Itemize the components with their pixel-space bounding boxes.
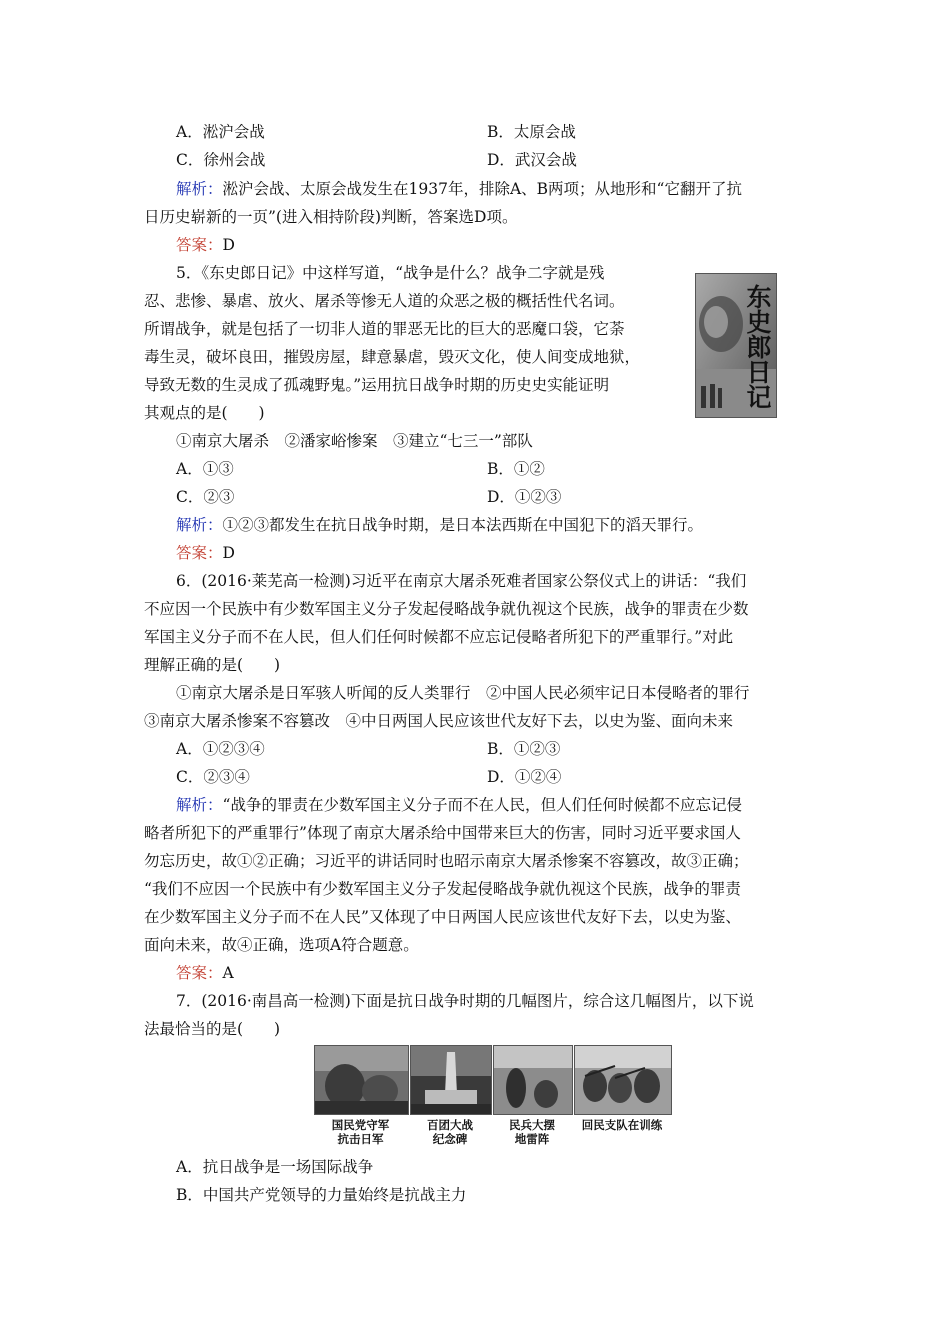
- q5-stem-line: 所谓战争，就是包括了一切非人道的罪恶无比的巨大的恶魔口袋，它荼: [144, 320, 625, 338]
- q6-analysis-line: 勿忘历史，故①②正确；习近平的讲话同时也昭示南京大屠杀惨案不容篡改，故③正确；: [144, 852, 749, 870]
- q6-analysis-line: 解析：“战争的罪责在少数军国主义分子而不在人民，但人们任何时候都不应忘记侵: [176, 796, 742, 814]
- q6-stem-line: 不应因一个民族中有少数军国主义分子发起侵略战争就仇视这个民族，战争的罪责在少数: [144, 600, 749, 618]
- photo-caption: 回民支队在训练: [581, 1118, 663, 1132]
- q6-option-d: D．①②④: [487, 768, 562, 786]
- photo-art: [411, 1046, 491, 1114]
- q5-option-a: A．①③: [176, 460, 234, 478]
- q7-option-a: A．抗日战争是一场国际战争: [176, 1158, 374, 1176]
- photo-caption: 民兵大摆 地雷阵: [509, 1118, 555, 1146]
- q5-stem-line: 毒生灵，破坏良田，摧毁房屋，肆意暴虐，毁灭文化，使人间变成地狱，: [144, 348, 641, 366]
- q4-option-d: D．武汉会战: [487, 151, 577, 169]
- q6-analysis-line: 面向未来，故④正确，选项A符合题意。: [144, 936, 419, 954]
- q4-answer: 答案：D: [176, 236, 235, 254]
- q4-analysis-line: 解析：淞沪会战、太原会战发生在1937年，排除A、B两项；从地形和“它翻开了抗: [176, 180, 742, 198]
- q6-stem-line: 6．(2016·莱芜高一检测)习近平在南京大屠杀死难者国家公祭仪式上的讲话：“我们: [176, 572, 747, 590]
- q6-option-b: B．①②③: [487, 740, 561, 758]
- answer-label: 答案：: [176, 236, 223, 254]
- book-title: 东史郎日记: [743, 284, 772, 409]
- q5-answer: 答案：D: [176, 544, 235, 562]
- q5-stem-line: 导致无数的生灵成了孤魂野鬼。”运用抗日战争时期的历史史实能证明: [144, 376, 610, 394]
- q6-analysis-line: 略者所犯下的严重罪行”体现了南京大屠杀给中国带来巨大的伤害，同时习近平要求国人: [144, 824, 741, 842]
- q6-items-line: ③南京大屠杀惨案不容篡改 ④中日两国人民应该世代友好下去，以史为鉴、面向未来: [144, 712, 734, 730]
- photo-militia: [493, 1045, 573, 1115]
- q7-option-b: B．中国共产党领导的力量始终是抗战主力: [176, 1186, 467, 1204]
- q5-stem-line: 其观点的是( ): [144, 404, 265, 422]
- photo-art: [315, 1046, 408, 1114]
- q5-stem-line: 忍、悲惨、暴虐、放火、屠杀等惨无人道的众恶之极的概括性代名词。: [144, 292, 625, 310]
- photo-monument: [410, 1045, 492, 1115]
- q4-option-a: A．淞沪会战: [176, 123, 265, 141]
- q6-option-c: C．②③④: [176, 768, 250, 786]
- photo-caption: 国民党守军 抗击日军: [331, 1118, 390, 1146]
- q6-analysis-line: 在少数军国主义分子而不在人民”又体现了中日两国人民应该世代友好下去，以史为鉴、: [144, 908, 741, 926]
- photo-art: [494, 1046, 572, 1114]
- q6-answer: 答案：A: [176, 964, 234, 982]
- q4-analysis-line: 日历史崭新的一页”(进入相持阶段)判断，答案选D项。: [144, 208, 518, 226]
- q4-option-b: B．太原会战: [487, 123, 576, 141]
- answer-label: 答案：: [176, 964, 223, 982]
- q7-stem-line: 法最恰当的是( ): [144, 1020, 281, 1038]
- photo-art: [575, 1046, 671, 1114]
- q6-analysis-line: “我们不应因一个民族中有少数军国主义分子发起侵略战争就仇视这个民族，战争的罪责: [144, 880, 741, 898]
- photo-training: [574, 1045, 672, 1115]
- analysis-label: 解析：: [176, 516, 223, 534]
- analysis-label: 解析：: [176, 180, 223, 198]
- q5-items: ①南京大屠杀 ②潘家峪惨案 ③建立“七三一”部队: [176, 432, 533, 450]
- q6-items-line: ①南京大屠杀是日军骇人听闻的反人类罪行 ②中国人民必须牢记日本侵略者的罪行: [176, 684, 750, 702]
- answer-label: 答案：: [176, 544, 223, 562]
- q5-option-b: B．①②: [487, 460, 545, 478]
- q6-option-a: A．①②③④: [176, 740, 265, 758]
- q6-stem-line: 军国主义分子而不在人民，但人们任何时候都不应忘记侵略者所犯下的严重罪行。”对此: [144, 628, 734, 646]
- q7-stem-line: 7．(2016·南昌高一检测)下面是抗日战争时期的几幅图片，综合这几幅图片，以下说: [176, 992, 754, 1010]
- photo-caption: 百团大战 纪念碑: [427, 1118, 473, 1146]
- q4-option-c: C．徐州会战: [176, 151, 266, 169]
- q5-stem-line: 5．《东史郎日记》中这样写道，“战争是什么？战争二字就是残: [176, 264, 605, 282]
- q5-option-c: C．②③: [176, 488, 235, 506]
- q5-option-d: D．①②③: [487, 488, 562, 506]
- analysis-label: 解析：: [176, 796, 223, 814]
- q6-stem-line: 理解正确的是( ): [144, 656, 281, 674]
- photo-defenders: [314, 1045, 409, 1115]
- book-cover-image: [695, 273, 777, 418]
- q5-analysis-line: 解析：①②③都发生在抗日战争时期，是日本法西斯在中国犯下的滔天罪行。: [176, 516, 704, 534]
